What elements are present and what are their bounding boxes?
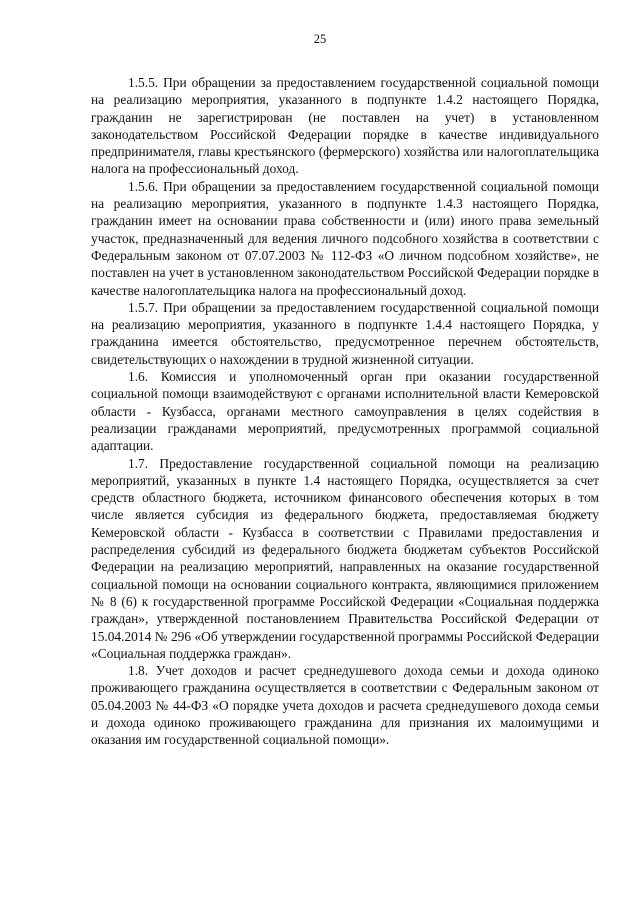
paragraph-1-5-7: 1.5.7. При обращении за предоставлением государственной социальной помощи на реализацию мероприятия, указанного в подпункте 1.4.4 настоящего Порядка, у гражданина имеется обстоятельство, предусмотренное перечнем обстоятельств, свидетельствующих о нахождении в трудной жизненной ситуации. xyxy=(91,299,599,367)
paragraph-1-8: 1.8. Учет доходов и расчет среднедушевого дохода семьи и дохода одиноко проживающего гражданина осуществляется в соответствии с Федеральным законом от 05.04.2003 № 44-ФЗ «О порядке учета доходов и расчета среднедушевого дохода семьи и дохода одиноко проживающего гражданина для признания их малоимущими и оказания им государственной социальной помощи». xyxy=(91,663,599,748)
paragraph-1-7: 1.7. Предоставление государственной социальной помощи на реализацию мероприятий, указанных в пункте 1.4 настоящего Порядка, осуществляется за счет средств областного бюджета, источником финансового обеспечения которых в том числе является субсидия из федерального бюджета, предоставляемая бюджету Кемеровской области - Кузбасса в соответствии с Правилами предоставления и распределения субсидий из федерального бюджета бюджетам субъектов Российской Федерации на реализацию мероприятий, направленных на оказание государственной социальной помощи на основании социального контракта, являющимися приложением № 8 (6) к государственной программе Российской Федерации «Социальная поддержка граждан», утвержденной постановлением Правительства Российской Федерации от 15.04.2014 № 296 «Об утверждении государственной программы Российской Федерации «Социальная поддержка граждан». xyxy=(91,455,599,661)
paragraph-1-5-5: 1.5.5. При обращении за предоставлением государственной социальной помощи на реализацию мероприятия, указанного в подпункте 1.4.2 настоящего Порядка, гражданин не зарегистрирован (не поставлен на учет) в установленном законодательством Российской Федерации порядке в качестве индивидуального предпринимателя, главы крестьянского (фермерского) хозяйства или налогоплательщика налога на профессиональный доход. xyxy=(91,75,599,177)
page-number: 25 xyxy=(313,32,327,46)
paragraph-1-5-6: 1.5.6. При обращении за предоставлением государственной социальной помощи на реализацию мероприятия, указанного в подпункте 1.4.3 настоящего Порядка, гражданин имеет на основании права собственности и (или) иного права земельный участок, предназначенный для ведения личного подсобного хозяйства в соответствии с Федеральным законом от 07.07.2003 № 112-ФЗ «О личном подсобном хозяйстве», не поставлен на учет в установленном законодательством Российской Федерации порядке в качестве налогоплательщика налога на профессиональный доход. xyxy=(91,178,599,298)
document-body xyxy=(91,74,599,749)
paragraph-1-6: 1.6. Комиссия и уполномоченный орган при оказании государственной социальной помощи взаимодействуют с органами исполнительной власти Кемеровской области - Кузбасса, органами местного самоуправления в целях содействия в реализации гражданами мероприятий, предусмотренных программой социальной адаптации. xyxy=(91,369,599,454)
